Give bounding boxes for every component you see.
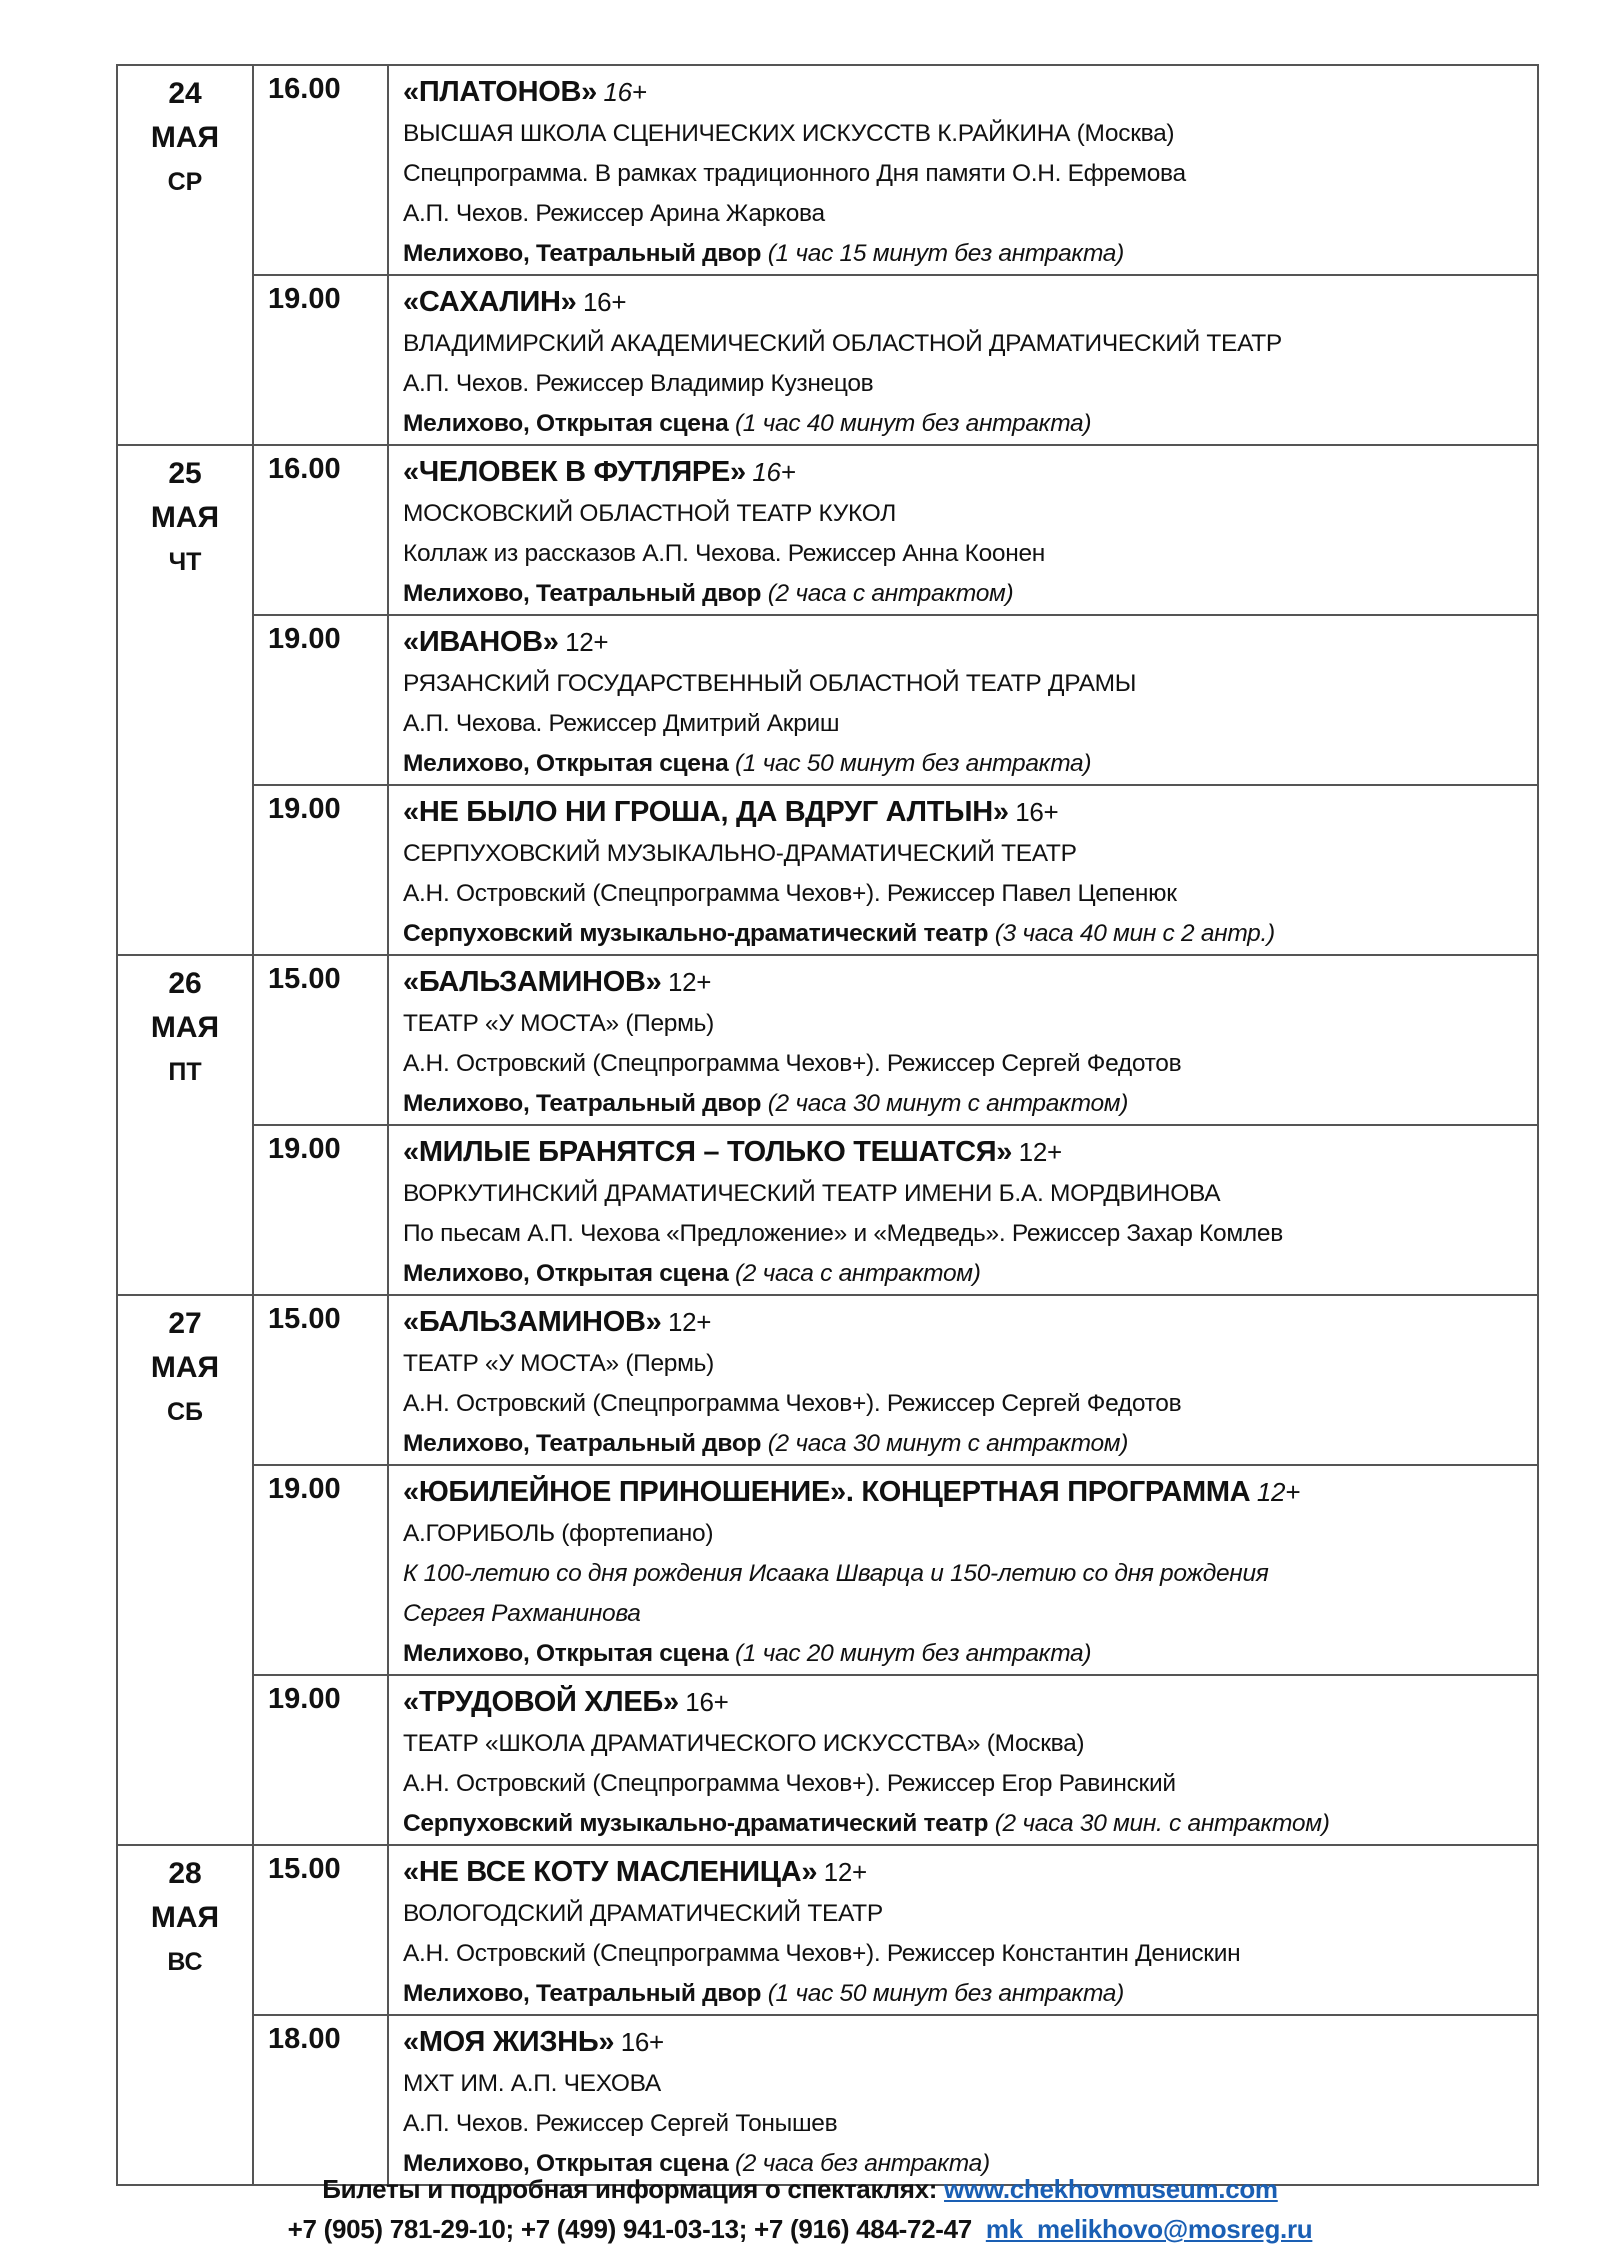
- event-duration: (1 час 20 минут без антракта): [734, 1640, 1092, 1667]
- table-row: [117, 1295, 1538, 1465]
- event-duration: (2 часа 30 мин. с антрактом): [994, 1810, 1330, 1837]
- event-duration: (2 часа 30 минут с антрактом): [767, 1430, 1129, 1457]
- day-month: МАЯ: [150, 1351, 220, 1384]
- table-row: [117, 1675, 1538, 1845]
- event-detail: А.П. Чехов. Режиссер Владимир Кузнецов: [403, 370, 874, 397]
- event-title: «САХАЛИН»: [403, 286, 577, 318]
- event-title-line: [403, 2022, 1529, 2064]
- age-rating: 16+: [752, 457, 796, 487]
- day-month: МАЯ: [150, 1011, 220, 1044]
- day-cell: [117, 445, 253, 955]
- event-detail: МХТ ИМ. А.П. ЧЕХОВА: [403, 2070, 661, 2097]
- event-cell: [388, 275, 1538, 445]
- event-title-line: [403, 622, 1529, 664]
- event-duration: (2 часа 30 минут с антрактом): [767, 1090, 1129, 1117]
- event-title: «ЮБИЛЕЙНОЕ ПРИНОШЕНИЕ». КОНЦЕРТНАЯ ПРОГРАММА: [403, 1476, 1251, 1508]
- event-venue: Мелихово, Театральный двор: [403, 1090, 762, 1117]
- footer-info-label: Билеты и подробная информация о спектаклях:: [322, 2174, 938, 2204]
- event-time: 15.00: [253, 955, 388, 1125]
- day-cell: [117, 1295, 253, 1845]
- footer-contacts-line: [0, 2214, 1600, 2245]
- event-title: «ТРУДОВОЙ ХЛЕБ»: [403, 1686, 679, 1718]
- event-detail: ВОЛОГОДСКИЙ ДРАМАТИЧЕСКИЙ ТЕАТР: [403, 1900, 883, 1927]
- event-detail: А.Н. Островский (Спецпрограмма Чехов+). Режиссер Сергей Федотов: [403, 1050, 1182, 1077]
- event-venue-line: [403, 404, 1529, 444]
- email-link[interactable]: mk_melikhovo@mosreg.ru: [985, 2214, 1313, 2244]
- age-rating: 12+: [667, 967, 712, 997]
- event-title-line: [403, 962, 1529, 1004]
- event-duration: (2 часа с антрактом): [767, 580, 1014, 607]
- event-venue-line: [403, 1804, 1529, 1844]
- event-time: 19.00: [253, 1675, 388, 1845]
- event-note: К 100-летию со дня рождения Исаака Шварца и 150-летию со дня рождения: [403, 1560, 1269, 1587]
- day-weekday: ПТ: [168, 1058, 202, 1086]
- schedule-table: [116, 64, 1539, 2186]
- event-detail: ВЫСШАЯ ШКОЛА СЦЕНИЧЕСКИХ ИСКУССТВ К.РАЙКИНА (Москва): [403, 120, 1175, 147]
- event-title: «ИВАНОВ»: [403, 626, 559, 658]
- event-venue: Мелихово, Открытая сцена: [403, 750, 729, 777]
- event-detail: ТЕАТР «У МОСТА» (Пермь): [403, 1350, 715, 1377]
- event-title: «НЕ ВСЕ КОТУ МАСЛЕНИЦА»: [403, 1856, 818, 1888]
- day-weekday: ВС: [167, 1948, 203, 1976]
- event-venue-line: [403, 1254, 1529, 1294]
- event-title-line: [403, 452, 1529, 494]
- event-title-line: [403, 1852, 1529, 1894]
- event-time: 19.00: [253, 615, 388, 785]
- event-time: 15.00: [253, 1295, 388, 1465]
- event-venue: Мелихово, Открытая сцена: [403, 1260, 729, 1287]
- event-duration: (3 часа 40 мин с 2 антр.): [994, 920, 1275, 947]
- event-title-line: [403, 792, 1529, 834]
- event-note: Сергея Рахманинова: [403, 1600, 641, 1627]
- event-title-line: [403, 1132, 1529, 1174]
- age-rating: 12+: [1018, 1137, 1062, 1167]
- event-detail: По пьесам А.П. Чехова «Предложение» и «Медведь». Режиссер Захар Комлев: [403, 1220, 1283, 1247]
- age-rating: 12+: [1256, 1477, 1301, 1507]
- event-detail: ТЕАТР «У МОСТА» (Пермь): [403, 1010, 715, 1037]
- event-time: 16.00: [253, 65, 388, 275]
- event-venue-line: [403, 1974, 1529, 2014]
- event-detail: А.Н. Островский (Спецпрограмма Чехов+). Режиссер Егор Равинский: [403, 1770, 1176, 1797]
- event-detail: ВЛАДИМИРСКИЙ АКАДЕМИЧЕСКИЙ ОБЛАСТНОЙ ДРАМАТИЧЕСКИЙ ТЕАТР: [403, 330, 1282, 357]
- event-detail: А.Н. Островский (Спецпрограмма Чехов+). Режиссер Павел Цепенюк: [403, 880, 1177, 907]
- event-venue: Мелихово, Открытая сцена: [403, 2150, 729, 2177]
- event-cell: [388, 1295, 1538, 1465]
- event-cell: [388, 445, 1538, 615]
- event-time: 19.00: [253, 1125, 388, 1295]
- event-detail: А.Н. Островский (Спецпрограмма Чехов+). Режиссер Константин Денискин: [403, 1940, 1241, 1967]
- age-rating: 16+: [620, 2027, 664, 2057]
- event-title: «ЧЕЛОВЕК В ФУТЛЯРЕ»: [403, 456, 746, 488]
- event-cell: [388, 65, 1538, 275]
- day-month: МАЯ: [150, 501, 220, 534]
- event-cell: [388, 615, 1538, 785]
- day-month: МАЯ: [150, 1901, 220, 1934]
- event-cell: [388, 1465, 1538, 1675]
- age-rating: 16+: [685, 1687, 729, 1717]
- event-cell: [388, 955, 1538, 1125]
- event-title: «БАЛЬЗАМИНОВ»: [403, 966, 662, 998]
- event-venue: Мелихово, Открытая сцена: [403, 1640, 729, 1667]
- table-row: [117, 955, 1538, 1125]
- event-title-line: [403, 1302, 1529, 1344]
- age-rating: 16+: [603, 77, 647, 107]
- day-cell: [117, 65, 253, 445]
- age-rating: 12+: [823, 1857, 867, 1887]
- footer-info-line: [0, 2174, 1600, 2205]
- event-detail: А.П. Чехов. Режиссер Сергей Тонышев: [403, 2110, 838, 2137]
- table-row: [117, 1465, 1538, 1675]
- event-detail: А.Н. Островский (Спецпрограмма Чехов+). Режиссер Сергей Федотов: [403, 1390, 1182, 1417]
- event-duration: (1 час 15 минут без антракта): [767, 240, 1124, 267]
- event-venue-line: [403, 744, 1529, 784]
- event-cell: [388, 785, 1538, 955]
- event-detail: А.П. Чехов. Режиссер Арина Жаркова: [403, 200, 825, 227]
- event-time: 19.00: [253, 275, 388, 445]
- event-detail: ВОРКУТИНСКИЙ ДРАМАТИЧЕСКИЙ ТЕАТР ИМЕНИ Б.А. МОРДВИНОВА: [403, 1180, 1221, 1207]
- event-time: 19.00: [253, 1465, 388, 1675]
- event-title: «ПЛАТОНОВ»: [403, 76, 597, 108]
- event-detail: ТЕАТР «ШКОЛА ДРАМАТИЧЕСКОГО ИСКУССТВА» (Москва): [403, 1730, 1085, 1757]
- day-date: 24: [168, 77, 202, 110]
- event-venue: Серпуховский музыкально-драматический театр: [403, 920, 989, 947]
- age-rating: 12+: [667, 1307, 712, 1337]
- event-duration: (2 часа с антрактом): [734, 1260, 981, 1287]
- event-venue: Серпуховский музыкально-драматический театр: [403, 1810, 989, 1837]
- event-detail: А.ГОРИБОЛЬ (фортепиано): [403, 1520, 714, 1547]
- event-venue: Мелихово, Театральный двор: [403, 1980, 762, 2007]
- event-cell: [388, 1845, 1538, 2015]
- event-venue-line: [403, 574, 1529, 614]
- event-cell: [388, 1125, 1538, 1295]
- event-cell: [388, 1675, 1538, 1845]
- event-duration: (2 часа без антракта): [734, 2150, 990, 2177]
- table-row: [117, 785, 1538, 955]
- table-row: [117, 65, 1538, 275]
- event-detail: РЯЗАНСКИЙ ГОСУДАРСТВЕННЫЙ ОБЛАСТНОЙ ТЕАТР ДРАМЫ: [403, 670, 1137, 697]
- event-venue: Мелихово, Театральный двор: [403, 240, 762, 267]
- table-row: [117, 2015, 1538, 2185]
- event-detail: Спецпрограмма. В рамках традиционного Дня памяти О.Н. Ефремова: [403, 160, 1186, 187]
- day-date: 25: [168, 457, 202, 490]
- day-weekday: ЧТ: [168, 548, 202, 576]
- table-row: [117, 615, 1538, 785]
- table-row: [117, 275, 1538, 445]
- day-cell: [117, 955, 253, 1295]
- day-date: 28: [168, 1857, 202, 1890]
- event-title: «МОЯ ЖИЗНЬ»: [403, 2026, 615, 2058]
- day-date: 26: [168, 967, 202, 1000]
- footer-phones: +7 (905) 781-29-10; +7 (499) 941-03-13; +7 (916) 484-72-47: [287, 2214, 972, 2244]
- event-venue-line: [403, 1084, 1529, 1124]
- event-venue-line: [403, 914, 1529, 954]
- age-rating: 12+: [565, 627, 609, 657]
- table-row: [117, 1125, 1538, 1295]
- website-link[interactable]: www.chekhovmuseum.com: [944, 2174, 1278, 2204]
- event-time: 16.00: [253, 445, 388, 615]
- event-venue-line: [403, 234, 1529, 274]
- day-month: МАЯ: [150, 121, 220, 154]
- age-rating: 16+: [583, 287, 627, 317]
- day-cell: [117, 1845, 253, 2185]
- day-date: 27: [168, 1307, 202, 1340]
- event-time: 19.00: [253, 785, 388, 955]
- event-time: 15.00: [253, 1845, 388, 2015]
- event-venue-line: [403, 1634, 1529, 1674]
- event-detail: Коллаж из рассказов А.П. Чехова. Режиссер Анна Коонен: [403, 540, 1046, 567]
- event-title: «МИЛЫЕ БРАНЯТСЯ – ТОЛЬКО ТЕШАТСЯ»: [403, 1136, 1013, 1168]
- event-title-line: [403, 282, 1529, 324]
- event-title: «БАЛЬЗАМИНОВ»: [403, 1306, 662, 1338]
- event-duration: (1 час 50 минут без антракта): [767, 1980, 1124, 2007]
- event-duration: (1 час 50 минут без антракта): [734, 750, 1092, 777]
- event-cell: [388, 2015, 1538, 2185]
- event-venue: Мелихово, Открытая сцена: [403, 410, 729, 437]
- event-venue: Мелихово, Театральный двор: [403, 1430, 762, 1457]
- event-duration: (1 час 40 минут без антракта): [734, 410, 1092, 437]
- event-title-line: [403, 1472, 1529, 1514]
- event-detail: МОСКОВСКИЙ ОБЛАСТНОЙ ТЕАТР КУКОЛ: [403, 500, 896, 527]
- table-row: [117, 1845, 1538, 2015]
- event-title-line: [403, 1682, 1529, 1724]
- event-venue: Мелихово, Театральный двор: [403, 580, 762, 607]
- event-time: 18.00: [253, 2015, 388, 2185]
- event-venue-line: [403, 1424, 1529, 1464]
- table-row: [117, 445, 1538, 615]
- event-title-line: [403, 72, 1529, 114]
- age-rating: 16+: [1015, 797, 1059, 827]
- event-detail: А.П. Чехова. Режиссер Дмитрий Акриш: [403, 710, 840, 737]
- day-weekday: СБ: [166, 1398, 204, 1426]
- day-weekday: СР: [167, 168, 203, 196]
- event-title: «НЕ БЫЛО НИ ГРОША, ДА ВДРУГ АЛТЫН»: [403, 796, 1009, 828]
- event-detail: СЕРПУХОВСКИЙ МУЗЫКАЛЬНО-ДРАМАТИЧЕСКИЙ ТЕАТР: [403, 840, 1077, 867]
